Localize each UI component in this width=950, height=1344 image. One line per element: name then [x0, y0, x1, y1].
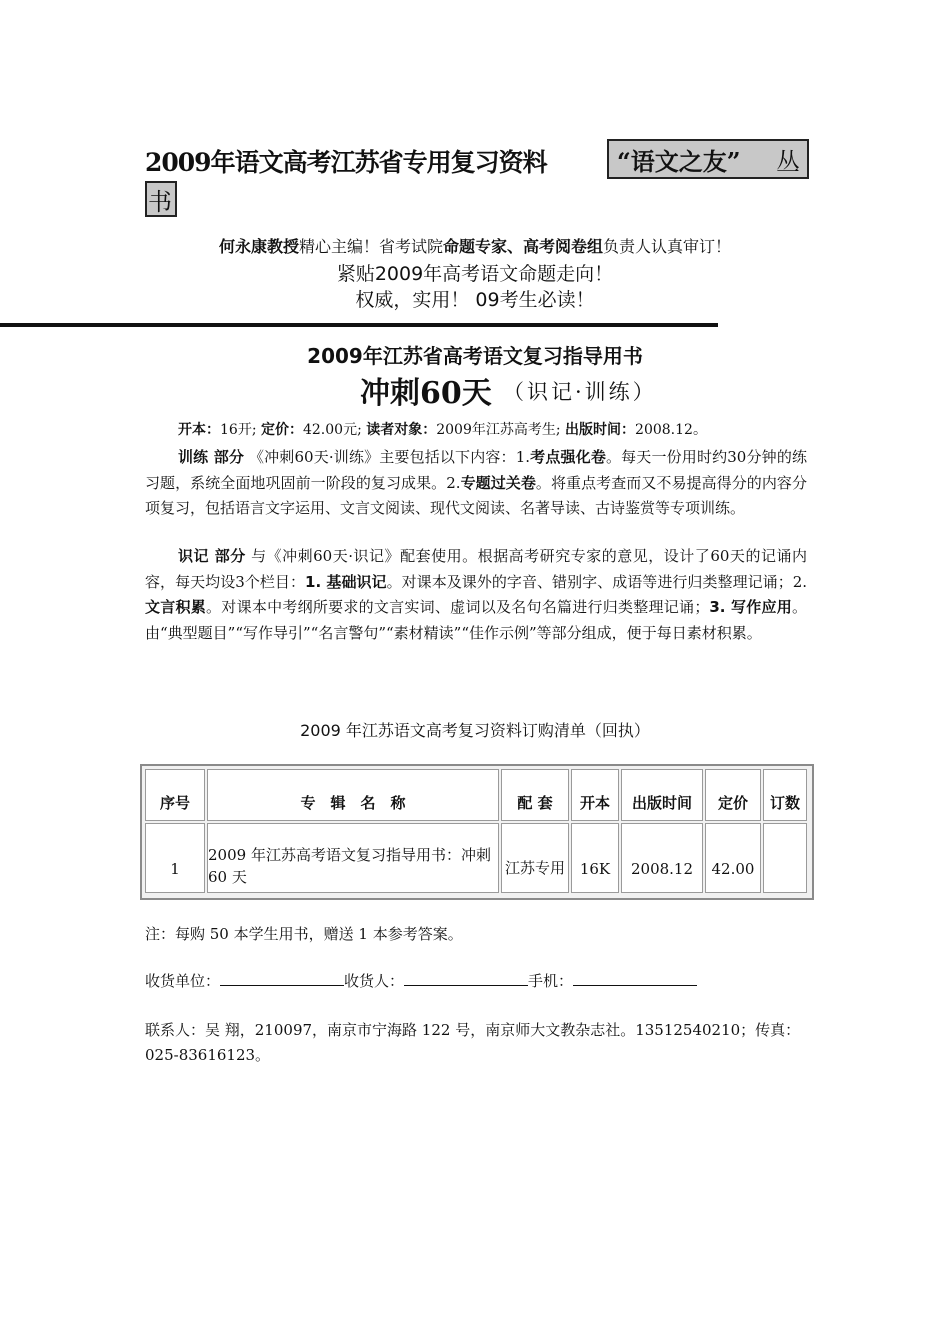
cell-edition: 江苏专用 [501, 823, 569, 893]
contact-info: 联系人：吴 翔，210097，南京市宁海路 122 号，南京师大文教杂志社。13512540210；传真：025-83616123。 [145, 1021, 801, 1064]
receiver-unit-label: 收货单位： [145, 972, 221, 990]
promo-experts: 命题专家、高考阅卷组 [443, 237, 604, 256]
series-name-shu: 书 [148, 188, 172, 216]
promo-text-2: 负责人认真审订！ [603, 237, 732, 256]
cell-index: 1 [145, 823, 205, 893]
memory-section [145, 544, 807, 646]
memory-item-3: 3. 写作应用 [709, 598, 792, 616]
memory-item-1: 1. 基础识记 [305, 572, 387, 591]
memory-label: 识记 部分 [178, 547, 246, 565]
cell-date: 2008.12 [621, 823, 703, 893]
cell-quantity[interactable] [763, 823, 807, 893]
promo-editor: 何永康教授 [218, 237, 299, 256]
header-edition: 配 套 [501, 769, 569, 821]
receipt-fields [145, 970, 697, 991]
memory-text-3: 。对课本中考纲所要求的文言实词、虚词以及名句名篇进行归类整理记诵； [206, 598, 710, 616]
memory-text-1: 与《冲刺60天·识记》配套使用。根据高考研究专家的意见，设计了60天的记诵内容，每天均设3个栏目： [145, 547, 807, 591]
memory-text-2: 。对课本及课外的字音、错别字、成语等进行归类整理记诵；2. [386, 572, 808, 591]
header-quantity: 订数 [763, 769, 807, 821]
order-note: 注：每购 50 本学生用书，赠送 1 本参考答案。 [145, 925, 463, 943]
date-label: 出版时间： [565, 422, 636, 438]
date-value: 2008.12。 [635, 422, 707, 438]
format-value: 16开; [220, 422, 257, 438]
receiver-name-field[interactable] [404, 971, 528, 986]
receiver-name-label: 收货人： [344, 972, 405, 990]
cell-title: 2009 年江苏高考语文复习指导用书：冲刺 60 天 [207, 823, 499, 893]
training-item-1: 考点强化卷 [530, 448, 606, 466]
promo-text-1: 精心主编！省考试院 [298, 237, 443, 256]
memory-item-2: 文言积累 [145, 598, 207, 616]
book-title: 2009年江苏省高考语文复习指导用书 [307, 344, 643, 368]
book-main-title: 冲刺60天 [360, 376, 492, 411]
training-text-3: 。将重点考查而又不易提高得分的内容分项复习，包括语言文字运用、文言文阅读、现代文阅读、名著导读、古诗鉴赏等专项训练。 [145, 473, 807, 517]
format-label: 开本： [178, 422, 220, 438]
page-title: 2009年语文高考江苏省专用复习资料 [145, 148, 547, 177]
divider-rule [0, 323, 718, 327]
series-name-cong: 丛 [776, 148, 800, 176]
header-price: 定价 [705, 769, 761, 821]
phone-label: 手机： [528, 972, 574, 990]
price-value: 42.00元; [302, 422, 362, 438]
order-table [140, 764, 814, 900]
book-meta [178, 419, 707, 439]
training-label: 训练 部分 [178, 448, 245, 466]
receiver-unit-field[interactable] [220, 971, 344, 986]
reader-value: 2009年江苏高考生; [436, 422, 561, 438]
promo-line-1 [0, 234, 950, 257]
training-text-1: 《冲刺60天·训练》主要包括以下内容：1. [248, 448, 531, 466]
header-format: 开本 [571, 769, 619, 821]
memory-text-4: 。由“典型题目”“写作导引”“名言警句”“素材精读”“佳作示例”等部分组成，便于每日素材积累。 [145, 598, 807, 642]
cell-price: 42.00 [705, 823, 761, 893]
header-title: 专 辑 名 称 [207, 769, 499, 821]
order-list-title: 2009 年江苏语文高考复习资料订购清单（回执） [300, 721, 650, 740]
promo-line-3: 权威，实用！ 09考生必读！ [355, 289, 595, 311]
training-section [145, 445, 807, 522]
training-text-2: 。每天一份用时约30分钟的练习题，系统全面地巩固前一阶段的复习成果。2. [145, 448, 807, 492]
phone-field[interactable] [573, 971, 697, 986]
promo-line-2: 紧贴2009年高考语文命题走向！ [336, 263, 614, 285]
book-sub-title: （识记·训练） [503, 380, 657, 404]
price-label: 定价： [260, 422, 303, 438]
series-name: “语文之友” [617, 147, 741, 176]
cell-format: 16K [571, 823, 619, 893]
header-index: 序号 [145, 769, 205, 821]
training-item-2: 专题过关卷 [460, 473, 536, 492]
reader-label: 读者对象： [366, 422, 437, 438]
header-date: 出版时间 [621, 769, 703, 821]
